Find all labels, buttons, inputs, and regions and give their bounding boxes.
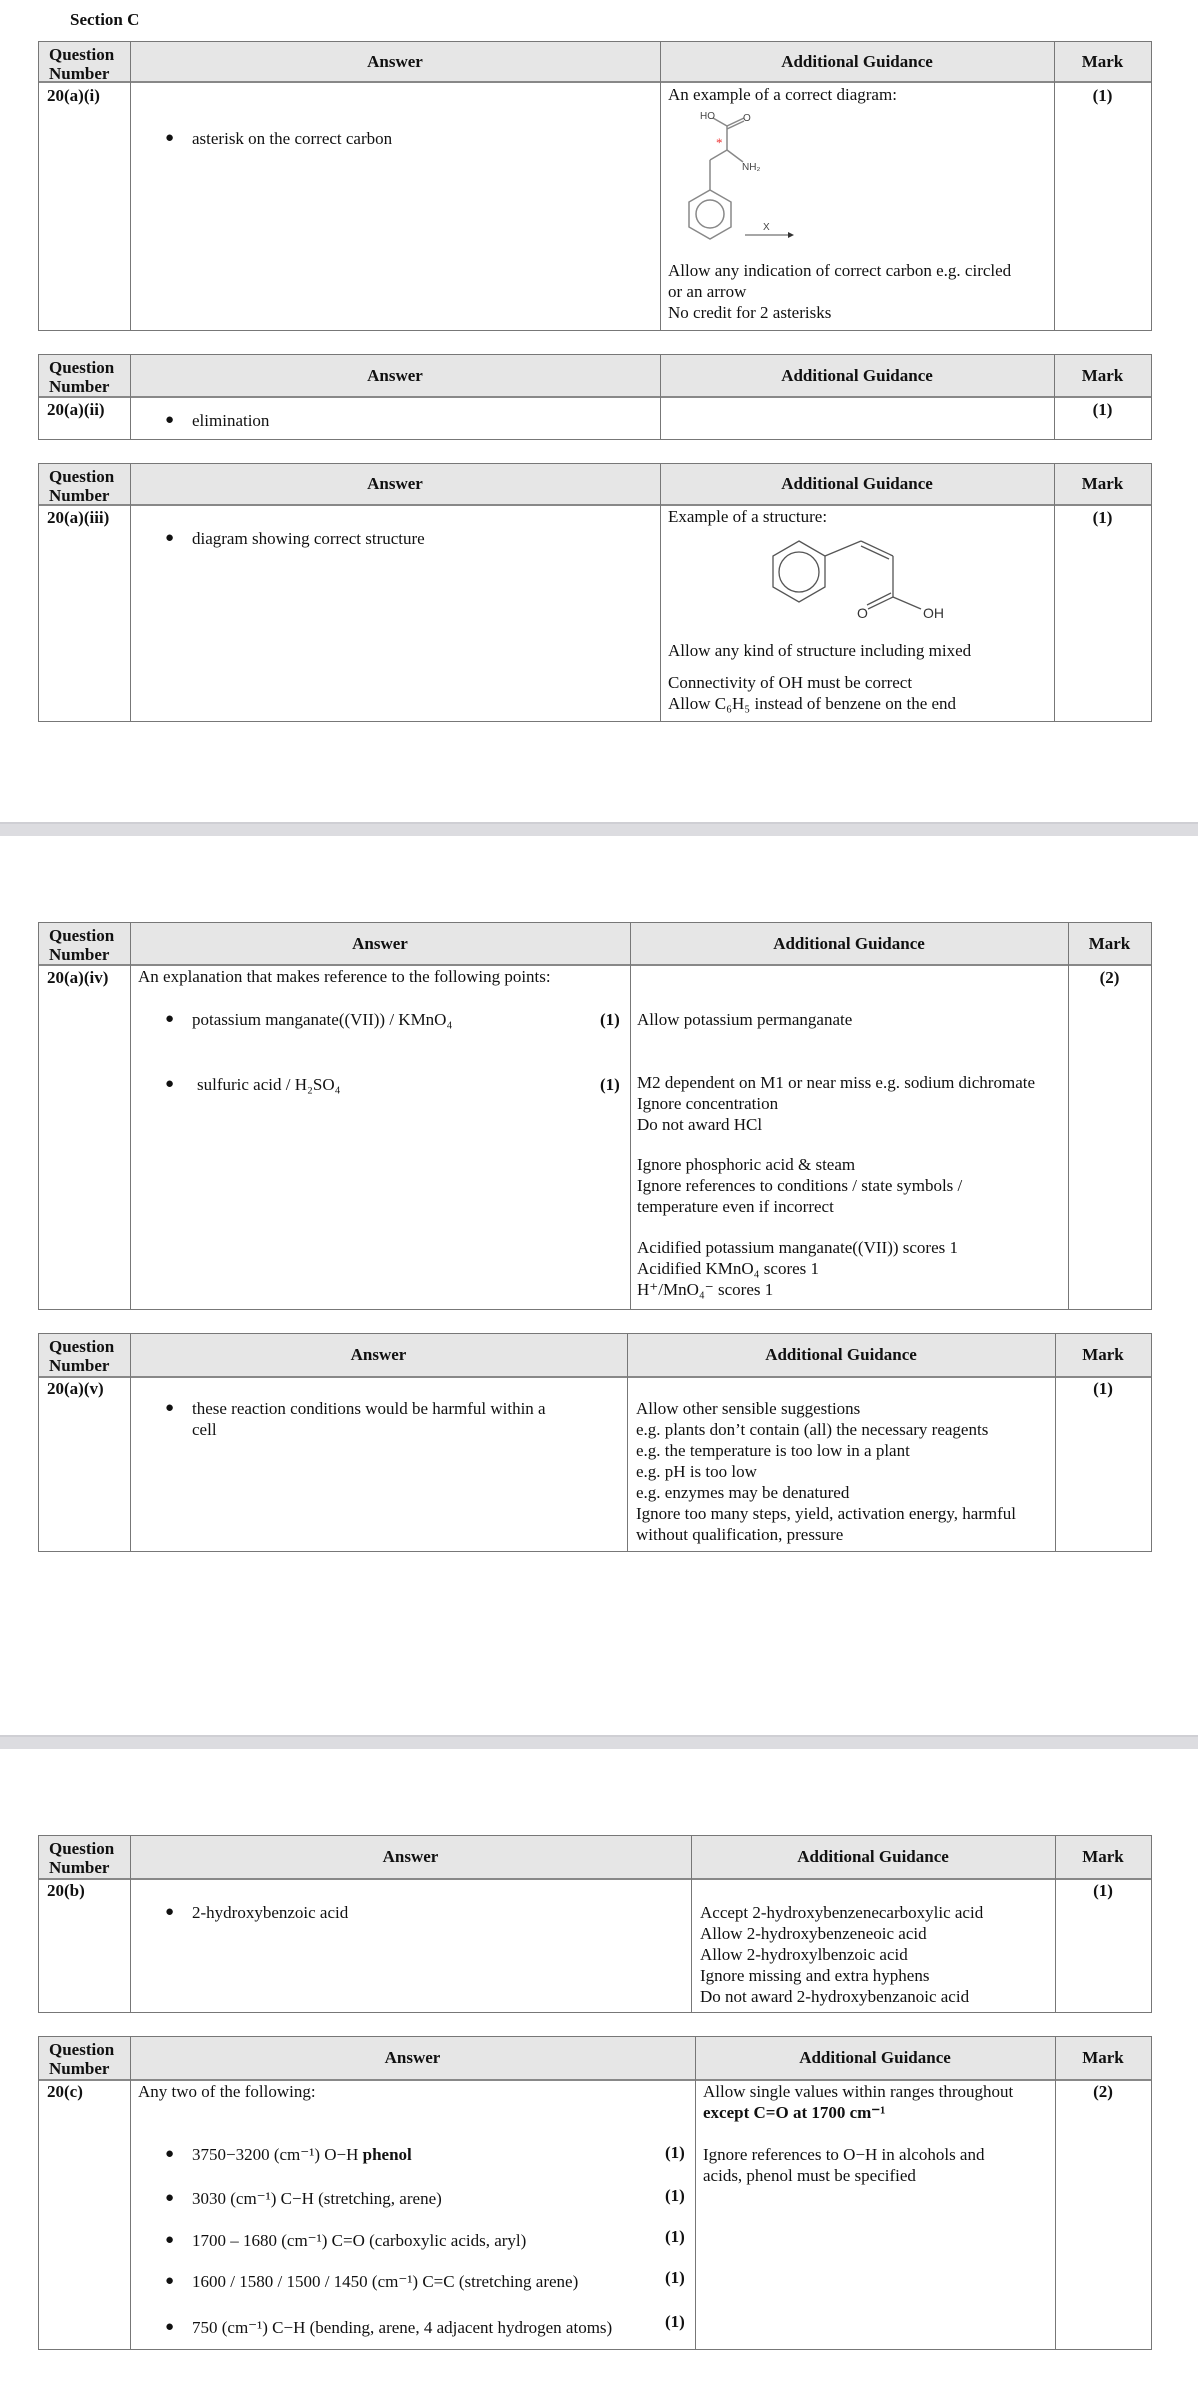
guidance-text: Allow potassium permanganate <box>637 1010 853 1029</box>
page-divider <box>0 822 1198 836</box>
column-divider <box>130 923 131 1309</box>
guidance-notes: Connectivity of OH must be correct Allow C₆H₅ instead of benzene on the end <box>668 673 957 713</box>
header-mark: Mark <box>1082 1847 1124 1866</box>
header-guidance: Additional Guidance <box>781 52 933 71</box>
guidance-text: Example of a structure: <box>668 507 828 526</box>
header-guidance: Additional Guidance <box>765 1345 917 1364</box>
question-number: 20(a)(i) <box>47 86 100 105</box>
bullet-icon: ● <box>165 130 175 146</box>
column-divider <box>130 42 131 330</box>
bullet-icon: ● <box>165 2232 175 2248</box>
header-answer: Answer <box>352 934 408 953</box>
header-question-number: Question Number <box>49 1337 115 1375</box>
table-q20b <box>38 1835 1152 2013</box>
header-guidance: Additional Guidance <box>773 934 925 953</box>
header-answer: Answer <box>367 52 423 71</box>
mark-value: (1) <box>1092 508 1113 527</box>
header-mark: Mark <box>1081 52 1124 71</box>
mark-value: (1) <box>1092 400 1113 419</box>
question-number: 20(b) <box>47 1881 85 1900</box>
label-o: O <box>857 605 868 621</box>
header-mark: Mark <box>1082 2048 1124 2067</box>
header-answer: Answer <box>367 366 423 385</box>
header-question-number: Question Number <box>49 2040 115 2078</box>
header-question-number: Question Number <box>49 467 115 505</box>
point-mark: (1) <box>665 2227 685 2246</box>
label-oh: OH <box>923 605 944 621</box>
label-o: O <box>743 113 751 124</box>
point-mark: (1) <box>665 2143 685 2162</box>
bullet-icon: ● <box>165 1011 175 1027</box>
point-mark: (1) <box>600 1075 620 1094</box>
bullet-icon: ● <box>165 530 175 546</box>
bullet-icon: ● <box>165 2190 175 2206</box>
header-question-number: Question Number <box>49 1839 115 1877</box>
header-answer: Answer <box>367 474 423 493</box>
bullet-icon: ● <box>165 2146 175 2162</box>
point-mark: (1) <box>600 1010 620 1029</box>
point-mark: (1) <box>665 2186 685 2205</box>
header-question-number: Question Number <box>49 358 115 396</box>
answer-text: asterisk on the correct carbon <box>192 129 393 148</box>
guidance-notes: Allow any indication of correct carbon e.g. circled or an arrow No credit for 2 asterisks <box>668 261 1012 322</box>
guidance-notes: Ignore references to O−H in alcohols and acids, phenol must be specified <box>703 2145 985 2185</box>
cinnamic-acid-diagram <box>763 537 953 632</box>
mark-value: (1) <box>1093 1379 1113 1398</box>
mark-value: (1) <box>1093 1881 1113 1900</box>
question-number: 20(a)(iii) <box>47 508 110 527</box>
answer-point: sulfuric acid / H₂SO₄ <box>197 1075 341 1094</box>
column-divider <box>630 923 631 1309</box>
header-guidance: Additional Guidance <box>799 2048 951 2067</box>
bullet-icon: ● <box>165 1076 175 1092</box>
header-answer: Answer <box>384 2048 441 2067</box>
guidance-notes: Acidified potassium manganate((VII)) scores 1 Acidified KMnO₄ scores 1 H⁺/MnO₄⁻ scores 1 <box>637 1238 958 1299</box>
question-number: 20(a)(ii) <box>47 400 105 419</box>
header-mark: Mark <box>1088 934 1131 953</box>
header-answer: Answer <box>350 1345 407 1364</box>
phenylalanine-diagram <box>690 110 830 255</box>
answer-point: 1600 / 1580 / 1500 / 1450 (cm⁻¹) C=C (stretching arene) <box>192 2272 579 2291</box>
header-guidance: Additional Guidance <box>797 1847 949 1866</box>
header-mark: Mark <box>1082 1345 1124 1364</box>
guidance-notes: Allow single values within ranges throughout except C=O at 1700 cm⁻¹ <box>703 2082 1014 2122</box>
mark-value: (1) <box>1092 86 1113 105</box>
header-answer: Answer <box>382 1847 439 1866</box>
section-title: Section C <box>70 10 140 29</box>
header-question-number: Question Number <box>49 45 115 83</box>
bullet-icon: ● <box>165 1904 175 1920</box>
header-question-number: Question Number <box>49 926 115 964</box>
bullet-icon: ● <box>165 2273 175 2289</box>
table-q20aiii <box>38 463 1152 722</box>
header-guidance: Additional Guidance <box>781 474 933 493</box>
answer-point: 750 (cm⁻¹) C−H (bending, arene, 4 adjacent hydrogen atoms) <box>192 2318 613 2337</box>
column-divider <box>695 2037 696 2349</box>
point-mark: (1) <box>665 2312 685 2331</box>
mark-value: (2) <box>1099 968 1120 987</box>
label-reagent-x: X <box>763 222 770 233</box>
label-ho: HO <box>700 111 715 122</box>
header-mark: Mark <box>1081 474 1124 493</box>
answer-point: 3750−3200 (cm⁻¹) O−H phenol <box>192 2145 412 2164</box>
mark-value: (2) <box>1093 2082 1113 2101</box>
answer-text: 2-hydroxybenzoic acid <box>192 1903 349 1922</box>
guidance-notes: Allow other sensible suggestions e.g. plants don’t contain (all) the necessary reagents e.g. the temperature is too low in a plant e.g. pH is too low e.g. enzymes may be denatured Ignore too many steps, yield, activation energy, harmful without qualification, pressure <box>636 1399 1017 1544</box>
answer-intro: An explanation that makes reference to the following points: <box>138 967 551 986</box>
column-divider <box>660 42 661 330</box>
guidance-notes: Accept 2-hydroxybenzenecarboxylic acid Allow 2-hydroxybenzeneoic acid Allow 2-hydroxylbenzoic acid Ignore missing and extra hyphens Do not award 2-hydroxybenzanoic acid <box>700 1903 984 2006</box>
answer-text: diagram showing correct structure <box>192 529 425 548</box>
question-number: 20(a)(v) <box>47 1379 104 1398</box>
bullet-icon: ● <box>165 2319 175 2335</box>
answer-intro: Any two of the following: <box>138 2082 316 2101</box>
guidance-notes: Ignore phosphoric acid & steam Ignore references to conditions / state symbols / temperature even if incorrect <box>637 1155 963 1216</box>
label-nh2: NH₂ <box>742 162 761 173</box>
asterisk-icon: * <box>716 135 723 150</box>
answer-text: these reaction conditions would be harmful within a cell <box>192 1399 546 1439</box>
answer-point: 1700 – 1680 (cm⁻¹) C=O (carboxylic acids, aryl) <box>192 2231 527 2250</box>
question-number: 20(c) <box>47 2082 83 2101</box>
header-guidance: Additional Guidance <box>781 366 933 385</box>
header-mark: Mark <box>1081 366 1124 385</box>
column-divider <box>130 2037 131 2349</box>
page-divider <box>0 1735 1198 1749</box>
bullet-icon: ● <box>165 1400 175 1416</box>
answer-point: potassium manganate((VII)) / KMnO₄ <box>192 1010 453 1029</box>
guidance-text: Allow any kind of structure including mixed <box>668 641 972 660</box>
point-mark: (1) <box>665 2268 685 2287</box>
guidance-text: An example of a correct diagram: <box>668 85 897 104</box>
question-number: 20(a)(iv) <box>47 968 109 987</box>
answer-text: elimination <box>192 411 270 430</box>
guidance-notes: M2 dependent on M1 or near miss e.g. sodium dichromate Ignore concentration Do not award HCl <box>637 1073 1036 1134</box>
bullet-icon: ● <box>165 412 175 428</box>
answer-point: 3030 (cm⁻¹) C−H (stretching, arene) <box>192 2189 442 2208</box>
